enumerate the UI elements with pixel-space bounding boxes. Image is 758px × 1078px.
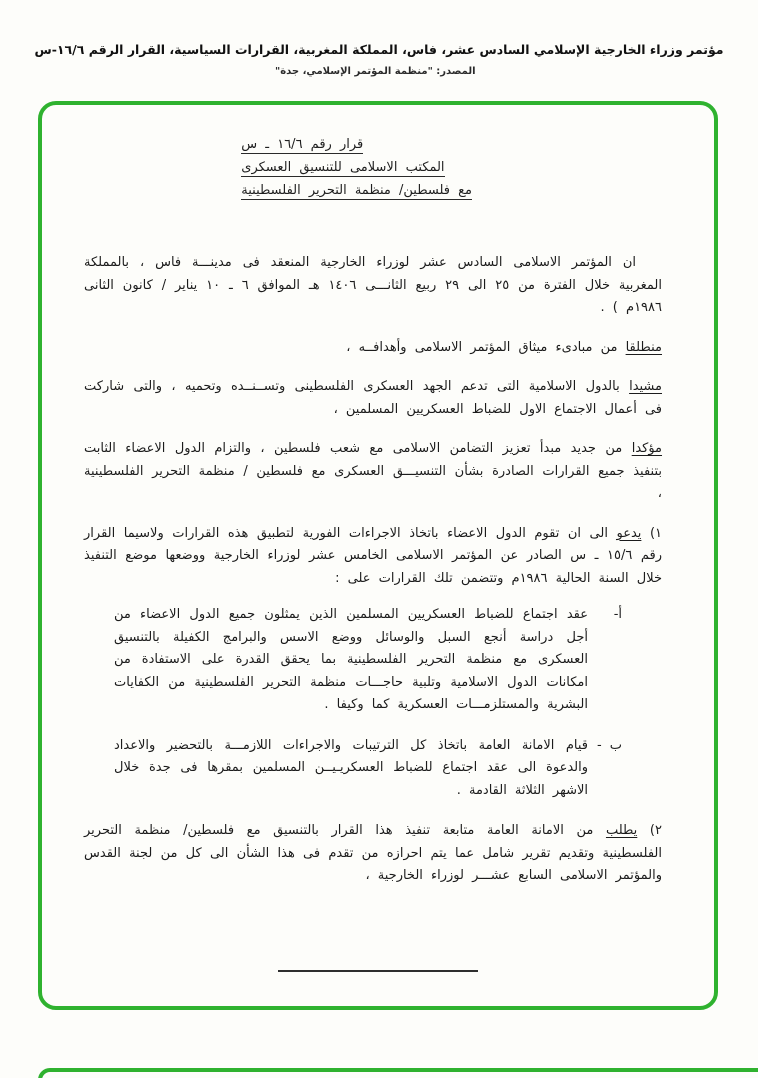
resolution-title (241, 133, 472, 202)
resolution-number: قرار رقم ١٦/٦ ـ س (241, 137, 364, 152)
clause-text-3: من جديد مبدأ تعزيز التضامن الاسلامى مع شعب فلسطين ، والتزام الدول الاعضاء الثابت بتنفيذ جميع القرارات الصادرة بشأن التنسيـــق العسكرى مع فلسطين / منظمة التحرير الفلسطينية ، (84, 441, 662, 501)
next-page-box-edge (38, 1068, 758, 1078)
clause-lead-3: مؤكدا (631, 441, 663, 456)
clause-text-1: من مبادىء ميثاق المؤتمر الاسلامى وأهدافــه ، (346, 339, 618, 355)
numbered-item-2-paragraph (84, 820, 662, 888)
resolution-title-line-3 (241, 179, 472, 202)
item-text-1: الى ان تقوم الدول الاعضاء باتخاذ الاجراءات الفورية لتطبيق هذه القرارات ولاسيما القرار رقم ١٥/٦ ـ س الصادر عن المؤتمر الاسلامى الخامس عشر لوزراء الخارجية ووضعها موضع التنفيذ خلال السنة الحالية ١٩٨٦م وتتضمن تلك القرارات على : (84, 525, 662, 586)
item-number-1: ١) (649, 525, 662, 541)
header-source: المصدر: "منظمة المؤتمر الإسلامي، جدة" (275, 66, 476, 77)
sub-item-a (114, 604, 622, 717)
clause-lead-1: منطلقا (625, 339, 662, 355)
resolution-box (38, 101, 718, 1010)
sub-item-b-text: قيام الامانة العامة باتخاذ كل الترتيبات والاجراءات اللازمـــة بالتحضير والاعداد والدعوة الى عقد اجتماع للضباط العسكريـيــن المسلمين بمقرها فى جدة خلال الاشهر الثلاثة القادمة . (114, 737, 588, 798)
clause-paragraph-2 (84, 376, 662, 421)
sub-item-a-text: عقد اجتماع للضباط العسكريين المسلمين الذين يمثلون جميع الدول الاعضاء من أجل دراسة أنجع السبل والوسائل ووضع الاسس والبرامج الكفيلة بالتنسيق العسكرى مع منظمة التحرير الفلسطينية بما يحقق القدرة على الاستفادة من امكانات الدول الاسلامية وتلبية حاجـــات منظمة التحرير الفلسطينية من الكفايات البشرية والمستلزمـــات العسكرية كما وكيفا . (114, 607, 588, 712)
clause-text-2: بالدول الاسلامية التى تدعم الجهد العسكرى الفلسطينى وتســنــده وتحميه ، والتى شاركت فى أعمال الاجتماع الاول للضباط العسكريين المسلمين ، (84, 379, 662, 417)
sub-item-b-marker: ب - (596, 737, 622, 753)
header-title: مؤتمر وزراء الخارجية الإسلامي السادس عشر، فاس، المملكة المغربية، القرارات السياسية، القرار الرقم ١٦/٦-س (34, 42, 724, 57)
resolution-title-line-1 (241, 133, 472, 156)
numbered-item-1 (84, 523, 662, 803)
item-lead-2: يطلب (605, 823, 638, 838)
numbered-item-2 (84, 820, 662, 888)
sub-item-a-marker: أ- (613, 607, 622, 622)
resolution-title-line-2 (241, 156, 472, 179)
item-number-2: ٢) (649, 823, 662, 838)
item-text-2: من الامانة العامة متابعة تنفيذ هذا القرار بالتنسيق مع فلسطين/ منظمة التحرير الفلسطينية وتقديم تقرير شامل عما يتم احرازه من تقدم فى هذا الشأن الى كل من لجنة القدس والمؤتمر الاسلامى السابع عشـــر لوزراء الخارجية ، (84, 823, 662, 883)
clause-paragraph-1 (84, 337, 662, 360)
clause-lead-2: مشيدا (629, 379, 662, 394)
footer-separator-line (278, 970, 478, 972)
clause-paragraph-3 (84, 438, 662, 506)
item-lead-1: يدعو (616, 525, 642, 541)
document-header (0, 0, 758, 77)
intro-paragraph: ان المؤتمر الاسلامى السادس عشر لوزراء الخارجية المنعقد فى مدينـــة فاس ، بالمملكة المغربية خلال الفترة من ٢٥ الى ٢٩ ربيع الثانـــى ١٤٠٦ هـ الموافق ٦ ـ ١٠ يناير / كانون الثانى ١٩٨٦م ) . (84, 255, 662, 315)
resolution-subject-continuation: مع فلسطين/ منظمة التحرير الفلسطينية (241, 183, 472, 198)
numbered-item-1-paragraph (84, 523, 662, 591)
sub-item-b (114, 735, 622, 803)
resolution-subject: المكتب الاسلامى للتنسيق العسكرى (241, 160, 445, 175)
